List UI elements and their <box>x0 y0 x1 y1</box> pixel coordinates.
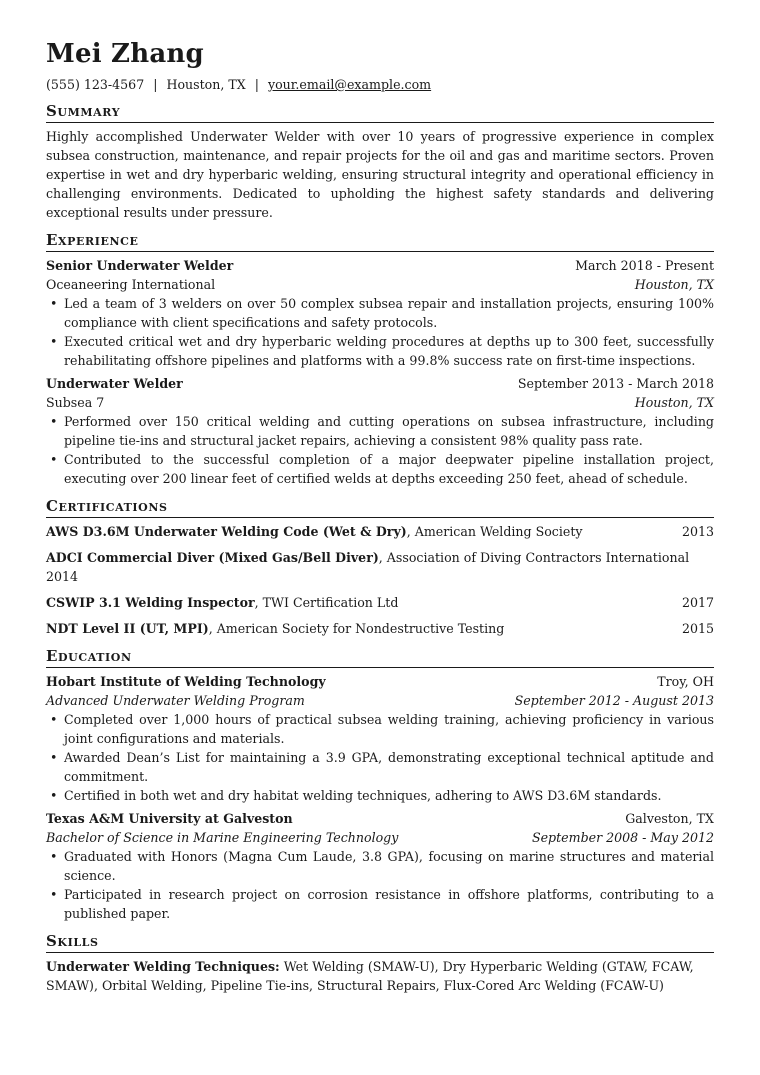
cert-issuer: , American Welding Society <box>406 524 583 539</box>
cert-name: CSWIP 3.1 Welding Inspector <box>46 595 255 610</box>
job-company: Oceaneering International <box>46 277 216 292</box>
cert-year: 2014 <box>46 569 79 584</box>
job-company: Subsea 7 <box>46 395 105 410</box>
list-item: • Performed over 150 critical welding and cutting operations on subsea infrastructure, including pipeline tie-ins and structural jacket repairs, achieving a consistent 98% quality pass rate. <box>46 412 714 450</box>
list-item: • Completed over 1,000 hours of practical subsea welding training, achieving proficiency in various joint configurations and materials. <box>46 710 714 748</box>
job-location: Houston, TX <box>634 277 714 292</box>
school-location: Troy, OH <box>657 674 714 689</box>
contact-line <box>46 76 714 93</box>
cert-year: 2013 <box>681 524 714 539</box>
education-entry <box>46 809 714 923</box>
certification-item <box>46 593 714 612</box>
cert-issuer: , Association of Diving Contractors International <box>378 550 690 565</box>
program-name: Advanced Underwater Welding Program <box>46 693 305 708</box>
skills-text: Wet Welding (SMAW-U), Dry Hyperbaric Welding (GTAW, FCAW, SMAW), Orbital Welding, Pipeline Tie-ins, Structural Repairs, Flux-Cored Arc Welding (FCAW-U) <box>46 959 694 993</box>
program-name: Bachelor of Science in Marine Engineering Technology <box>46 830 399 845</box>
cert-year: 2015 <box>681 621 714 636</box>
experience-entry <box>46 374 714 488</box>
job-role: Underwater Welder <box>46 376 183 391</box>
list-item: • Contributed to the successful completion of a major deepwater pipeline installation project, executing over 200 linear feet of certified welds at depths exceeding 250 feet, ahead of schedule. <box>46 450 714 488</box>
phone: (555) 123-4567 <box>46 77 145 92</box>
education-bullets <box>46 710 714 805</box>
section-title-education: Education <box>46 647 714 668</box>
job-bullets <box>46 412 714 488</box>
school-name: Texas A&M University at Galveston <box>46 811 293 826</box>
cert-name: NDT Level II (UT, MPI) <box>46 621 209 636</box>
cert-issuer: , TWI Certification Ltd <box>254 595 399 610</box>
section-title-certifications: Certifications <box>46 497 714 518</box>
certification-item <box>46 522 714 541</box>
list-item: • Certified in both wet and dry habitat welding techniques, adhering to AWS D3.6M standards. <box>46 786 714 805</box>
list-item: • Led a team of 3 welders on over 50 complex subsea repair and installation projects, ensuring 100% compliance with client specifications and safety protocols. <box>46 294 714 332</box>
summary-text: Highly accomplished Underwater Welder with over 10 years of progressive experience in complex subsea construction, maintenance, and repair projects for the oil and gas and maritime sectors. Proven expertise in wet and dry hyperbaric welding, ensuring structural integrity and operational efficiency in challenging environments. Dedicated to upholding the highest safety standards and delivering exceptional results under pressure. <box>46 129 714 220</box>
experience-entry <box>46 256 714 370</box>
job-dates: March 2018 - Present <box>575 258 714 273</box>
program-dates: September 2012 - August 2013 <box>514 693 714 708</box>
location: Houston, TX <box>166 77 246 92</box>
cert-name: AWS D3.6M Underwater Welding Code (Wet & Dry) <box>46 524 407 539</box>
cert-issuer: , American Society for Nondestructive Testing <box>208 621 505 636</box>
section-title-summary: Summary <box>46 102 714 123</box>
education-entry <box>46 672 714 805</box>
job-location: Houston, TX <box>634 395 714 410</box>
summary-section <box>46 127 714 222</box>
list-item: • Executed critical wet and dry hyperbaric welding procedures at depths up to 300 feet, successfully rehabilitating offshore pipelines and platforms with a 99.8% success rate on first-time inspections. <box>46 332 714 370</box>
school-location: Galveston, TX <box>625 811 714 826</box>
section-title-experience: Experience <box>46 231 714 252</box>
certification-item <box>46 619 714 638</box>
candidate-name: Mei Zhang <box>46 39 204 69</box>
certification-item <box>46 548 714 586</box>
job-bullets <box>46 294 714 370</box>
list-item: • Awarded Dean’s List for maintaining a 3.9 GPA, demonstrating exceptional technical aptitude and commitment. <box>46 748 714 786</box>
list-item: • Graduated with Honors (Magna Cum Laude, 3.8 GPA), focusing on marine structures and material science. <box>46 847 714 885</box>
email-link[interactable]: your.email@example.com <box>267 77 432 92</box>
skills-section <box>46 957 714 995</box>
contact-separator: | <box>254 77 259 92</box>
skills-label: Underwater Welding Techniques: <box>46 959 280 974</box>
list-item: • Participated in research project on corrosion resistance in offshore platforms, contributing to a published paper. <box>46 885 714 923</box>
cert-name: ADCI Commercial Diver (Mixed Gas/Bell Diver) <box>46 550 379 565</box>
school-name: Hobart Institute of Welding Technology <box>46 674 326 689</box>
job-dates: September 2013 - March 2018 <box>517 376 714 391</box>
section-title-skills: Skills <box>46 932 714 953</box>
job-role: Senior Underwater Welder <box>46 258 234 273</box>
cert-year: 2017 <box>681 595 714 610</box>
contact-separator: | <box>153 77 158 92</box>
program-dates: September 2008 - May 2012 <box>531 830 714 845</box>
education-bullets <box>46 847 714 923</box>
